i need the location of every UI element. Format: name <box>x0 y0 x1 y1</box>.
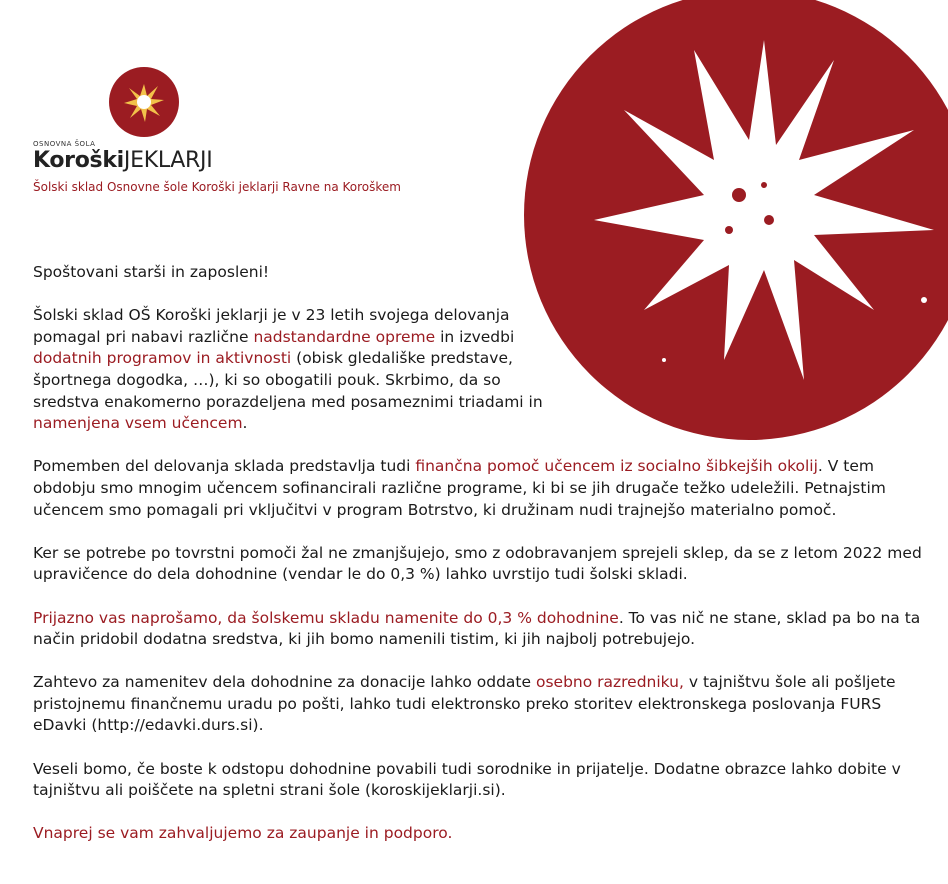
logo-small-caption: OSNOVNA ŠOLA <box>33 140 96 148</box>
paragraph-4: Prijazno vas naprošamo, da šolskemu skladu namenite do 0,3 % dohodnine. To vas nič ne stane, sklad pa bo na ta način pridobil dodatna sredstva, ki jih bomo namenili tistim, ki jih najbolj potrebujejo. <box>33 608 921 649</box>
closing-line: Vnaprej se vam zahvaljujemo za zaupanje in podporo. <box>33 824 453 843</box>
highlight-text: nadstandardne opreme <box>253 327 436 346</box>
letter-body <box>33 262 923 867</box>
greeting: Spoštovani starši in zaposleni! <box>33 263 270 281</box>
paragraph-2: Pomemben del delovanja sklada predstavlja tudi finančna pomoč učencem iz socialno šibkejših okolij. V tem obdobju smo mnogim učencem sofinancirali različne programe, ki bi se jih drugače težko udeležili. Petnajstim učencem smo pomagali pri vključitvi v program Botrstvo, ki družinam nudi trajnejšo materialno pomoč. <box>33 457 886 519</box>
logo-school-name <box>33 148 212 173</box>
highlight-text: osebno razredniku, <box>535 673 684 692</box>
logo-name-bold: Koroški <box>33 148 124 173</box>
paragraph-1: Šolski sklad OŠ Koroški jeklarji je v 23 letih svojega delovanja pomagal pri nabavi različne nadstandardne opreme in izvedbi dodatnih programov in aktivnosti (obisk gledališke predstave, športnega dogodka, …), ki so obogatili pouk. Skrbimo, da so sredstva enakomerno porazdeljena med posameznimi triadami in namenjena vsem učencem. <box>33 306 543 433</box>
logo-name-light: JEKLARJI <box>123 148 213 173</box>
highlight-text: namenjena vsem učencem <box>33 414 243 433</box>
paragraph-6: Veseli bomo, če boste k odstopu dohodnine povabili tudi sorodnike in prijatelje. Dodatne obrazce lahko dobite v tajništvu ali poiščete na spletni strani šole (koroskijeklarji.si). <box>33 759 901 800</box>
logo-emblem-icon <box>108 66 180 138</box>
highlight-text: dodatnih programov in aktivnosti <box>33 349 292 368</box>
paragraph-5: Zahtevo za namenitev dela dohodnine za donacije lahko oddate osebno razredniku, v tajništvu šole ali pošljete pristojnemu finančnemu uradu po pošti, lahko tudi elektronsko preko storitev elektronskega poslovanja FURS eDavki (http://edavki.durs.si). <box>33 673 896 735</box>
highlight-text: Prijazno vas naprošamo, da šolskemu skladu namenite do 0,3 % dohodnine <box>33 608 619 627</box>
paragraph-3: Ker se potrebe po tovrstni pomoči žal ne zmanjšujejo, smo z odobravanjem sprejeli sklep, da se z letom 2022 med upravičence do dela dohodnine (vendar le do 0,3 %) lahko uvrstijo tudi šolski skladi. <box>33 543 922 584</box>
highlight-text: finančna pomoč učencem iz socialno šibkejših okolij <box>415 457 818 476</box>
logo-subtitle: Šolski sklad Osnovne šole Koroški jeklarji Ravne na Koroškem <box>33 180 401 194</box>
